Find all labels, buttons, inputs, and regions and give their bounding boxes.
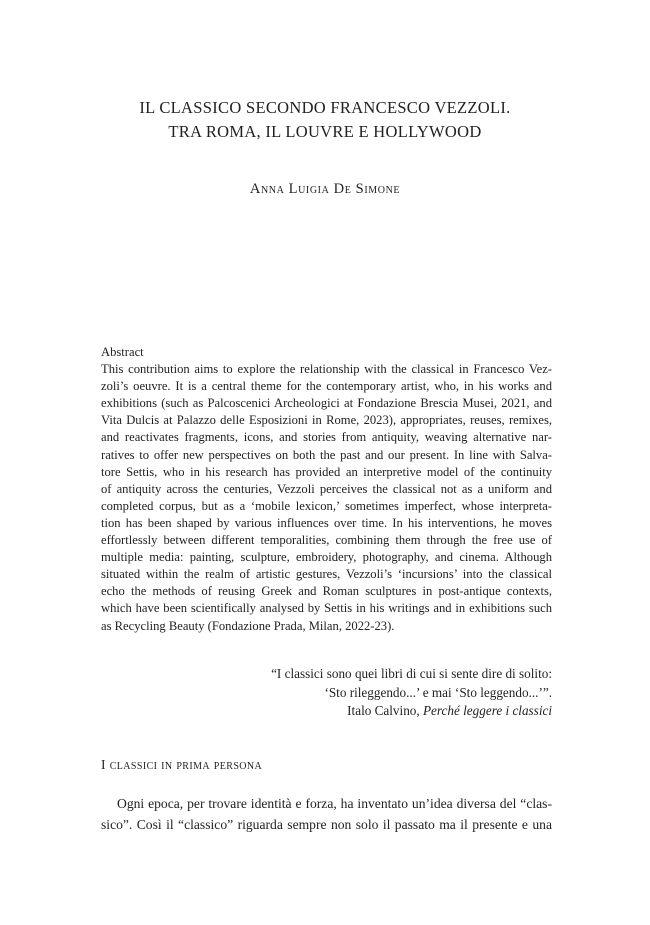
epigraph-source-title: Perché leggere i classici bbox=[422, 703, 552, 719]
epigraph-source-author: Italo Calvino, bbox=[347, 703, 423, 719]
title-line-2: TRA ROMA, IL LOUVRE E HOLLYWOOD bbox=[168, 122, 482, 141]
epigraph-quote-line-1: “I classici sono quei libri di cui si sente dire di solito: bbox=[271, 666, 552, 681]
abstract-line: ratives to offer new perspectives on both the past and our present. In line with Salva- bbox=[101, 447, 552, 462]
body-text bbox=[101, 794, 552, 835]
abstract-line: and reactivates fragments, icons, and stories from antiquity, weaving alternative nar- bbox=[101, 430, 552, 445]
body-line: sico”. Così il “classico” riguarda sempre non solo il passato ma il presente e una bbox=[101, 816, 552, 832]
author-name: Anna Luigia De Simone bbox=[249, 181, 401, 197]
title-line-1: IL CLASSICO SECONDO FRANCESCO VEZZOLI. bbox=[139, 98, 511, 117]
abstract-line: situated within the realm of artistic gestures, Vezzoli’s ‘incursions’ into the classical bbox=[101, 567, 552, 582]
abstract-line: exhibitions (such as Palcoscenici Archeologici at Fondazione Brescia Musei, 2021, and bbox=[101, 396, 552, 411]
abstract-line: of antiquity across the centuries, Vezzoli perceives the classical not as a uniform and bbox=[101, 481, 552, 496]
abstract-line: This contribution aims to explore the relationship with the classical in Francesco Vez- bbox=[101, 362, 552, 377]
abstract-line: zoli’s oeuvre. It is a central theme for the contemporary artist, who, in his works and bbox=[101, 379, 552, 394]
abstract-block bbox=[101, 344, 552, 635]
epigraph-source bbox=[192, 702, 552, 721]
abstract-line: multiple media: painting, sculpture, embroidery, photography, and cinema. Although bbox=[101, 550, 552, 565]
abstract-line: which have been scientifically analysed by Settis in his writings and in exhibitions such bbox=[101, 601, 552, 616]
abstract-line: as Recycling Beauty (Fondazione Prada, Milan, 2022-23). bbox=[101, 618, 395, 633]
abstract-heading: Abstract bbox=[101, 345, 144, 359]
epigraph bbox=[192, 665, 552, 721]
abstract-line: effortlessly between different temporalities, combining them through the free use of bbox=[101, 533, 552, 548]
abstract-line: tion has been shaped by various influences over time. In his interventions, he moves bbox=[101, 515, 552, 530]
body-line: Ogni epoca, per trovare identità e forza, ha inventato un’idea diversa del “clas- bbox=[117, 796, 552, 811]
abstract-line: completed corpus, but as a ‘mobile lexicon,’ sometimes imperfect, whose interpreta- bbox=[101, 498, 552, 513]
section-heading: I classici in prima persona bbox=[101, 757, 263, 772]
article-title bbox=[0, 96, 650, 144]
abstract-line: echo the methods of reusing Greek and Roman sculptures in post-antique contexts, bbox=[101, 584, 552, 599]
abstract-line: Vita Dulcis at Palazzo delle Esposizioni in Rome, 2023), appropriates, reuses, remixes, bbox=[101, 413, 552, 428]
abstract-line: tore Settis, who in his research has provided an interpretive model of the continuity bbox=[101, 464, 552, 479]
epigraph-quote-line-2: ‘Sto rileggendo...’ e mai ‘Sto leggendo...’”. bbox=[324, 684, 552, 700]
